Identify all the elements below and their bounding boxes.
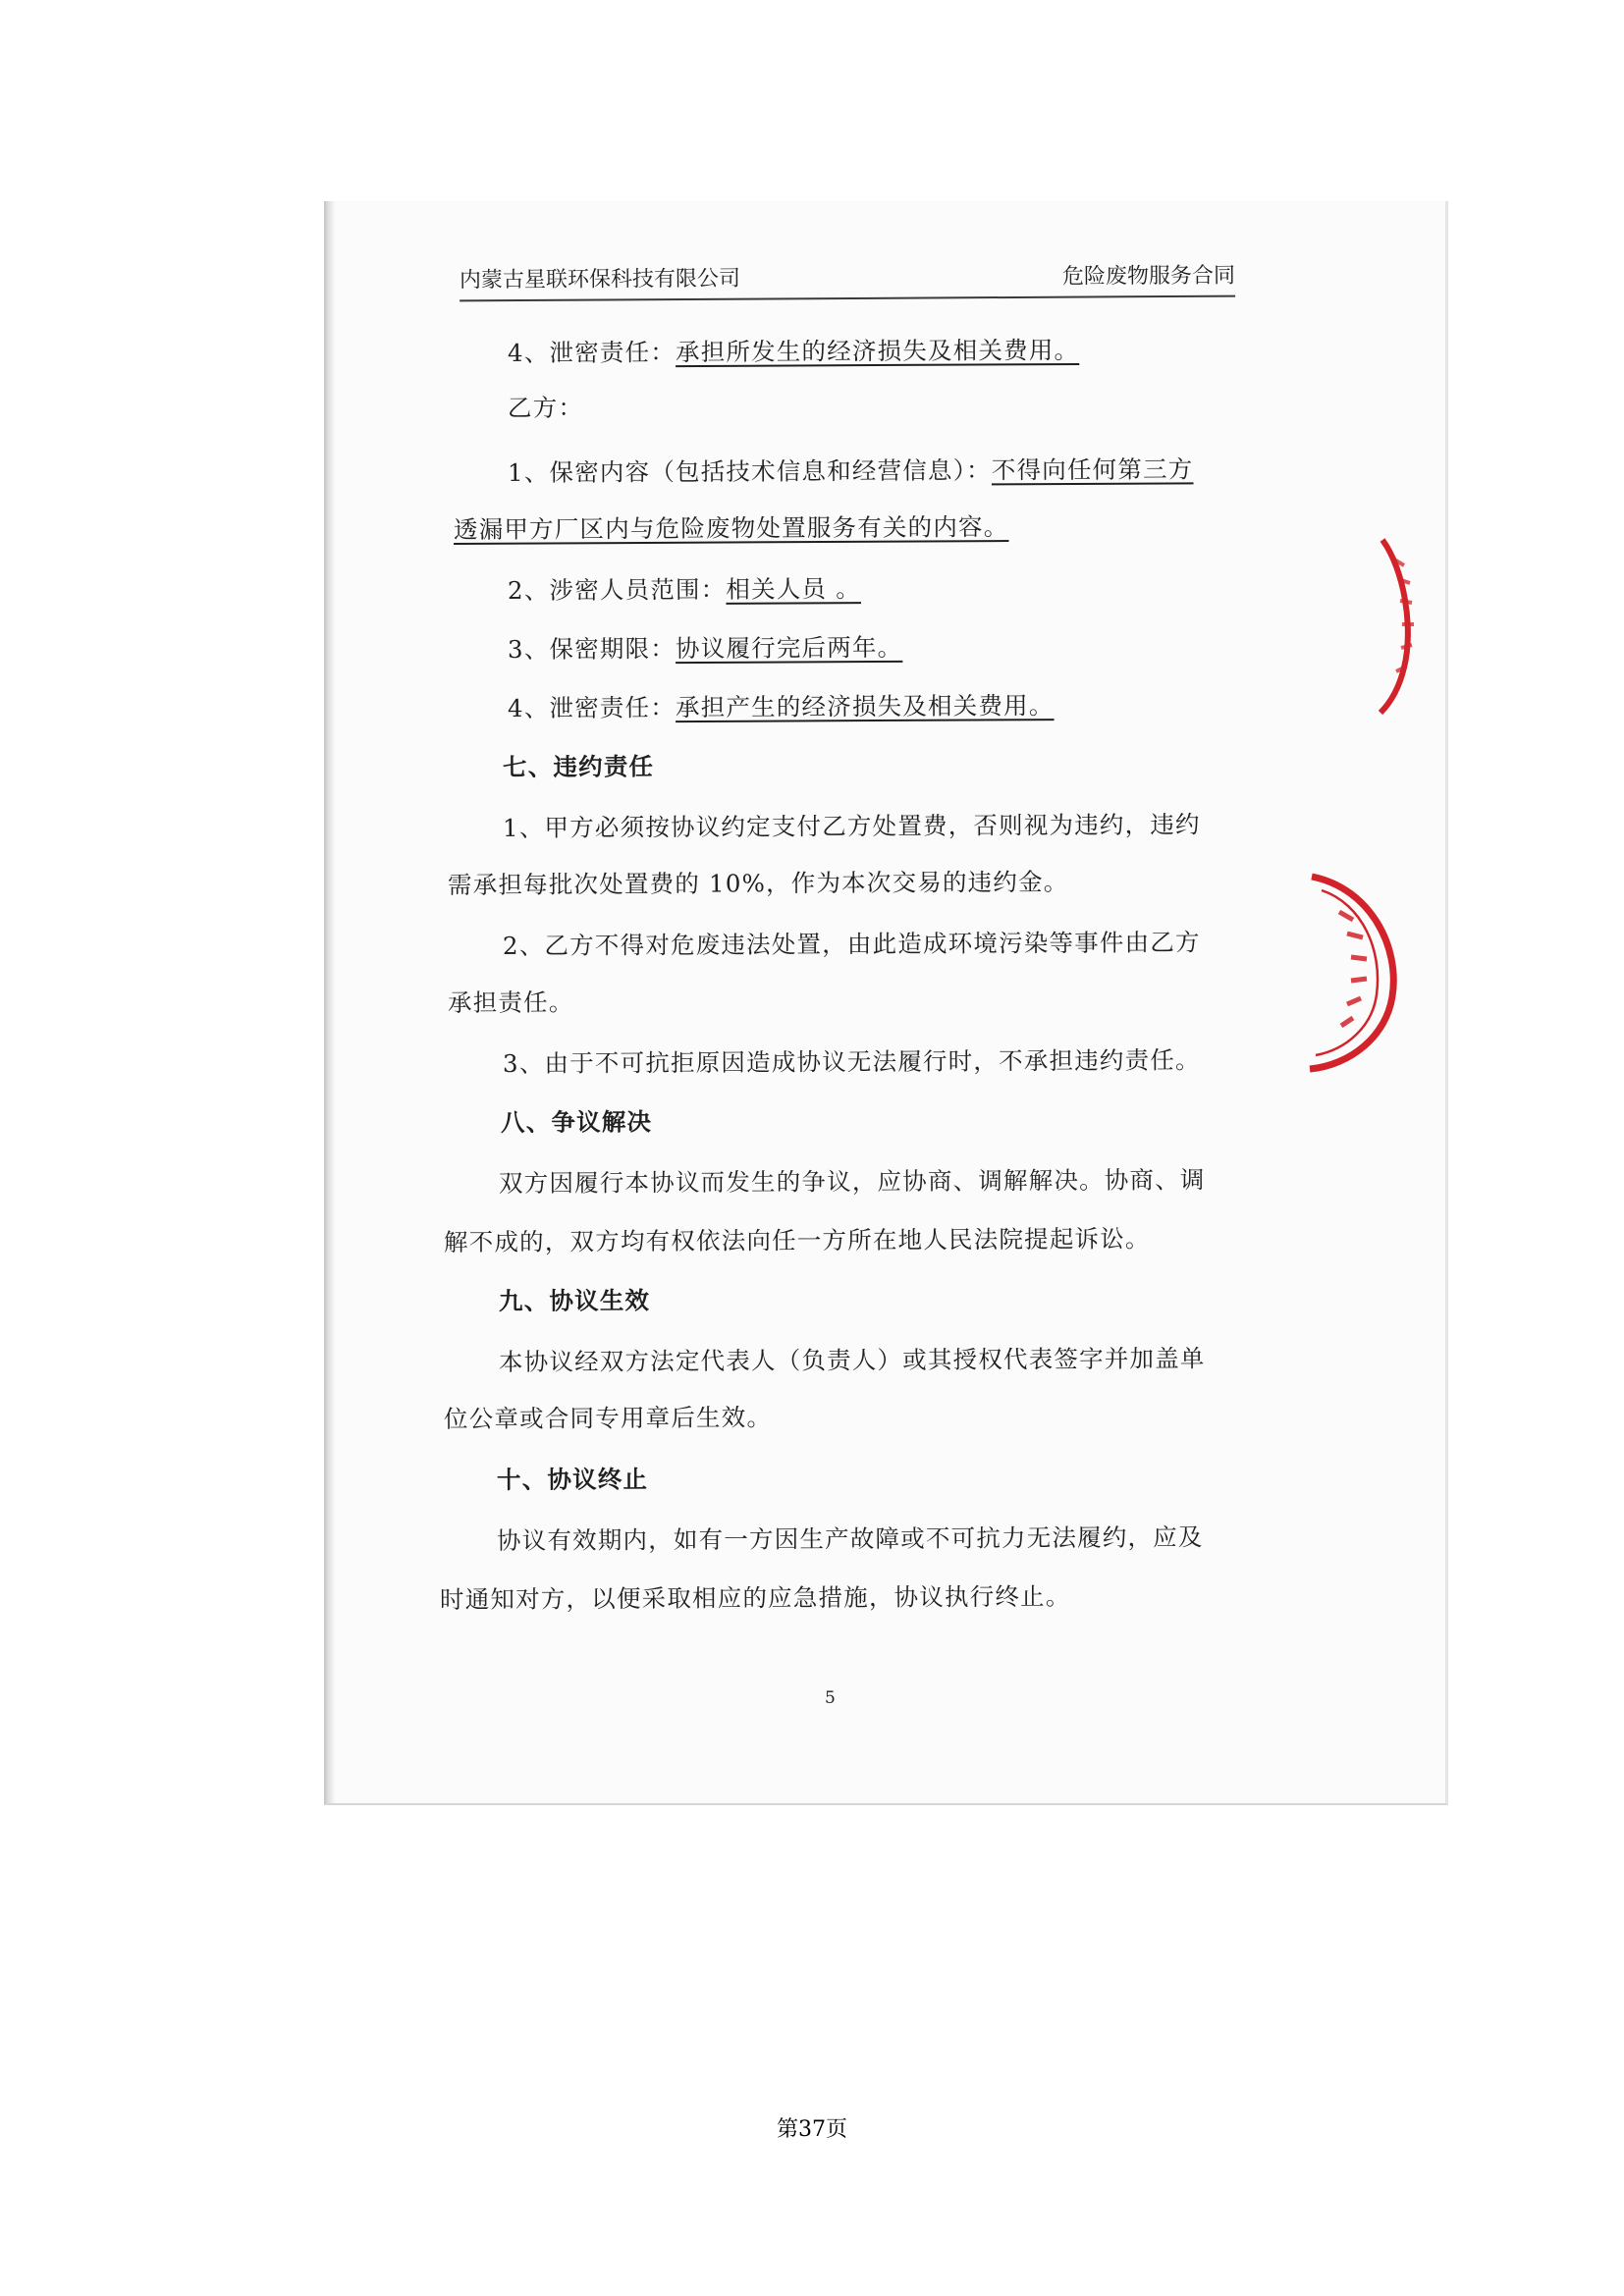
page-header (460, 256, 1235, 302)
clause-label: 2、涉密人员范围： (507, 574, 727, 605)
section-9-pb: 位公章或合同专用章后生效。 (443, 1403, 773, 1433)
section-8-pb: 解不成的，双方均有权依法向任一方所在地人民法院提起诉讼。 (443, 1224, 1151, 1256)
clause-personnel-scope (508, 570, 861, 607)
red-seal-partial-top-icon (1375, 530, 1434, 717)
header-doc-title: 危险废物服务合同 (1061, 263, 1236, 290)
footer-page-label: 第37页 (777, 2117, 847, 2142)
clause-leak-liability-b (508, 687, 1055, 724)
section-7-p3: 3、由于不可抗拒原因造成协议无法履行时，不承担违约责任。 (502, 1045, 1201, 1078)
section-8-pa: 双方因履行本协议而发生的争议，应协商、调解解决。协商、调 (498, 1165, 1206, 1198)
section-7-p2a: 2、乙方不得对危废违法处置，由此造成环境污染等事件由乙方 (502, 928, 1201, 960)
clause-value: 相关人员 。 (726, 574, 861, 604)
clause-confidential-content-cont (454, 508, 1009, 546)
clause-leak-liability-a (508, 332, 1079, 369)
clause-confidential-period (508, 629, 902, 666)
clause-label: 1、保密内容（包括技术信息和经营信息）： (507, 455, 992, 487)
section-7-p1a: 1、甲方必须按协议约定支付乙方处置费，否则视为违约，违约 (502, 810, 1201, 842)
clause-label: 3、保密期限： (507, 634, 677, 664)
section-7-p2b: 承担责任。 (447, 988, 574, 1017)
section-7-title: 七、违约责任 (502, 752, 655, 781)
scanned-contract-page (324, 201, 1448, 1805)
red-seal-partial-mid-icon (1302, 869, 1400, 1075)
clause-label: 4、泄密责任： (507, 338, 677, 367)
party-b-heading: 乙方： (507, 393, 584, 422)
section-8-title: 八、争议解决 (500, 1107, 653, 1137)
section-9-pa: 本协议经双方法定代表人（负责人）或其授权代表签字并加盖单 (498, 1344, 1206, 1376)
clause-label: 4、泄密责任： (507, 693, 677, 722)
section-10-title: 十、协议终止 (496, 1465, 649, 1494)
section-10-pb: 时通知对方，以便采取相应的应急措施，协议执行终止。 (439, 1581, 1071, 1614)
section-7-p1b: 需承担每批次处置费的 10%，作为本次交易的违约金。 (447, 867, 1069, 899)
clause-confidential-content (508, 451, 1194, 489)
section-10-pa: 协议有效期内，如有一方因生产故障或不可抗力无法履约，应及 (496, 1522, 1204, 1555)
clause-value: 不得向任何第三方 (991, 454, 1194, 485)
clause-value: 承担所发生的经济损失及相关费用。 (675, 335, 1080, 367)
clause-value: 透漏甲方厂区内与危险废物处置服务有关的内容。 (453, 512, 1009, 544)
scan-page-number: 5 (825, 1688, 836, 1708)
clause-value: 承担产生的经济损失及相关费用。 (675, 691, 1055, 722)
header-company: 内蒙古星联环保科技有限公司 (459, 266, 741, 294)
scan-edge-shadow (326, 201, 336, 1803)
clause-value: 协议履行完后两年。 (675, 632, 903, 664)
section-9-title: 九、协议生效 (498, 1286, 651, 1315)
